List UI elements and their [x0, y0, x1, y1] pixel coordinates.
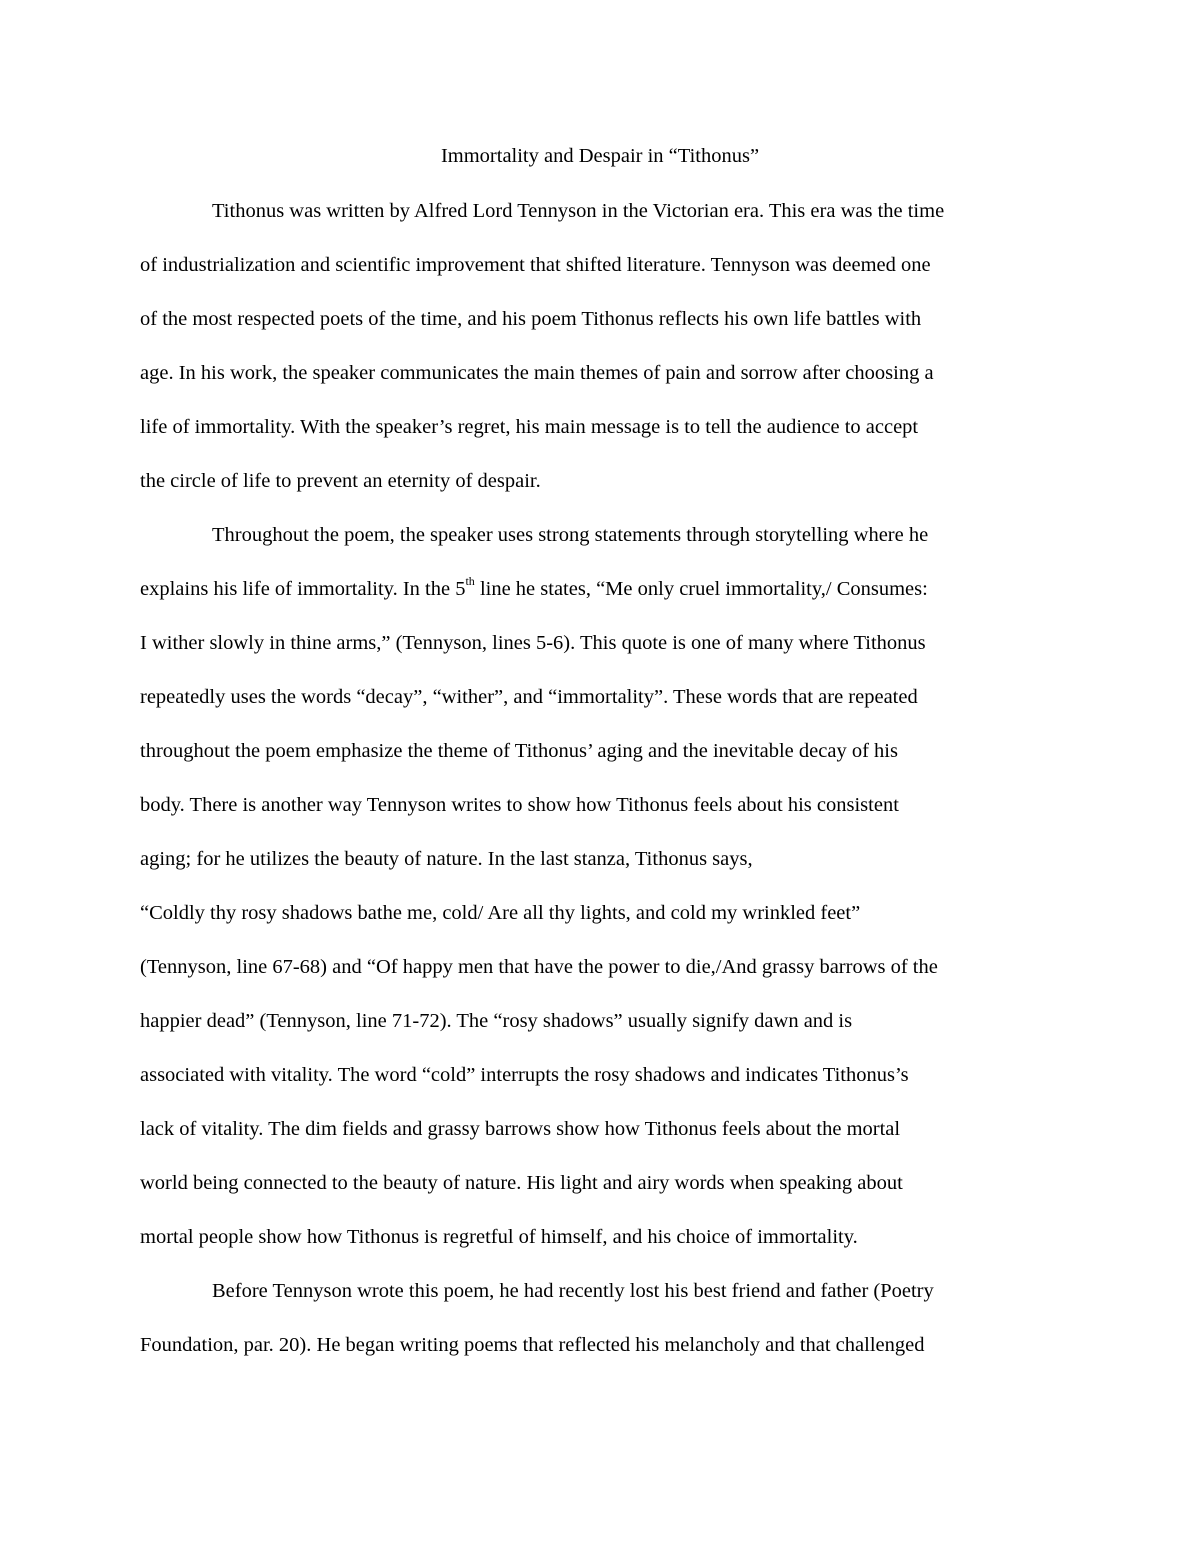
paragraph-2-line-4: repeatedly uses the words “decay”, “wither”, and “immortality”. These words that are repeated — [140, 686, 918, 708]
paragraph-2-line-11: associated with vitality. The word “cold” interrupts the rosy shadows and indicates Tithonus’s — [140, 1064, 909, 1086]
paragraph-1-line-5: life of immortality. With the speaker’s regret, his main message is to tell the audience to accept — [140, 416, 919, 438]
paragraph-1-line-4: age. In his work, the speaker communicates the main themes of pain and sorrow after choosing a — [140, 362, 934, 384]
paragraph-1-line-6: the circle of life to prevent an eternity of despair. — [140, 470, 541, 492]
paragraph-3-line-2: Foundation, par. 20). He began writing poems that reflected his melancholy and that challenged — [140, 1334, 925, 1356]
paragraph-2-line-2 — [140, 575, 928, 603]
paragraph-3-line-1: Before Tennyson wrote this poem, he had recently lost his best friend and father (Poetry — [212, 1280, 934, 1302]
document-title: Immortality and Despair in “Tithonus” — [440, 145, 760, 167]
paragraph-2-line-3: I wither slowly in thine arms,” (Tennyson, lines 5-6). This quote is one of many where Tithonus — [140, 632, 926, 654]
paragraph-2-line-12: lack of vitality. The dim fields and grassy barrows show how Tithonus feels about the mortal — [140, 1118, 901, 1140]
paragraph-2-line-8: “Coldly thy rosy shadows bathe me, cold/ Are all thy lights, and cold my wrinkled feet” — [140, 902, 861, 924]
paragraph-2-line-13: world being connected to the beauty of nature. His light and airy words when speaking about — [140, 1172, 903, 1194]
paragraph-2-line-10: happier dead” (Tennyson, line 71-72). The “rosy shadows” usually signify dawn and is — [140, 1010, 853, 1032]
paragraph-2-line-6: body. There is another way Tennyson writes to show how Tithonus feels about his consistent — [140, 794, 899, 816]
ordinal-superscript: th — [465, 574, 475, 589]
line-text-before-superscript: explains his life of immortality. In the 5 — [140, 578, 466, 600]
paragraph-2-line-1: Throughout the poem, the speaker uses strong statements through storytelling where he — [212, 524, 929, 546]
paragraph-1-line-1: Tithonus was written by Alfred Lord Tennyson in the Victorian era. This era was the time — [212, 200, 945, 222]
paragraph-1-line-3: of the most respected poets of the time, and his poem Tithonus reflects his own life battles with — [140, 308, 922, 330]
paragraph-1-line-2: of industrialization and scientific improvement that shifted literature. Tennyson was deemed one — [140, 254, 931, 276]
paragraph-2-line-7: aging; for he utilizes the beauty of nature. In the last stanza, Tithonus says, — [140, 848, 753, 870]
line-text-after-superscript: line he states, “Me only cruel immortality,/ Consumes: — [474, 578, 928, 600]
paragraph-2-line-14: mortal people show how Tithonus is regretful of himself, and his choice of immortality. — [140, 1226, 858, 1248]
paragraph-2-line-9: (Tennyson, line 67-68) and “Of happy men that have the power to die,/And grassy barrows of the — [140, 956, 938, 978]
paragraph-2-line-5: throughout the poem emphasize the theme of Tithonus’ aging and the inevitable decay of his — [140, 740, 898, 762]
